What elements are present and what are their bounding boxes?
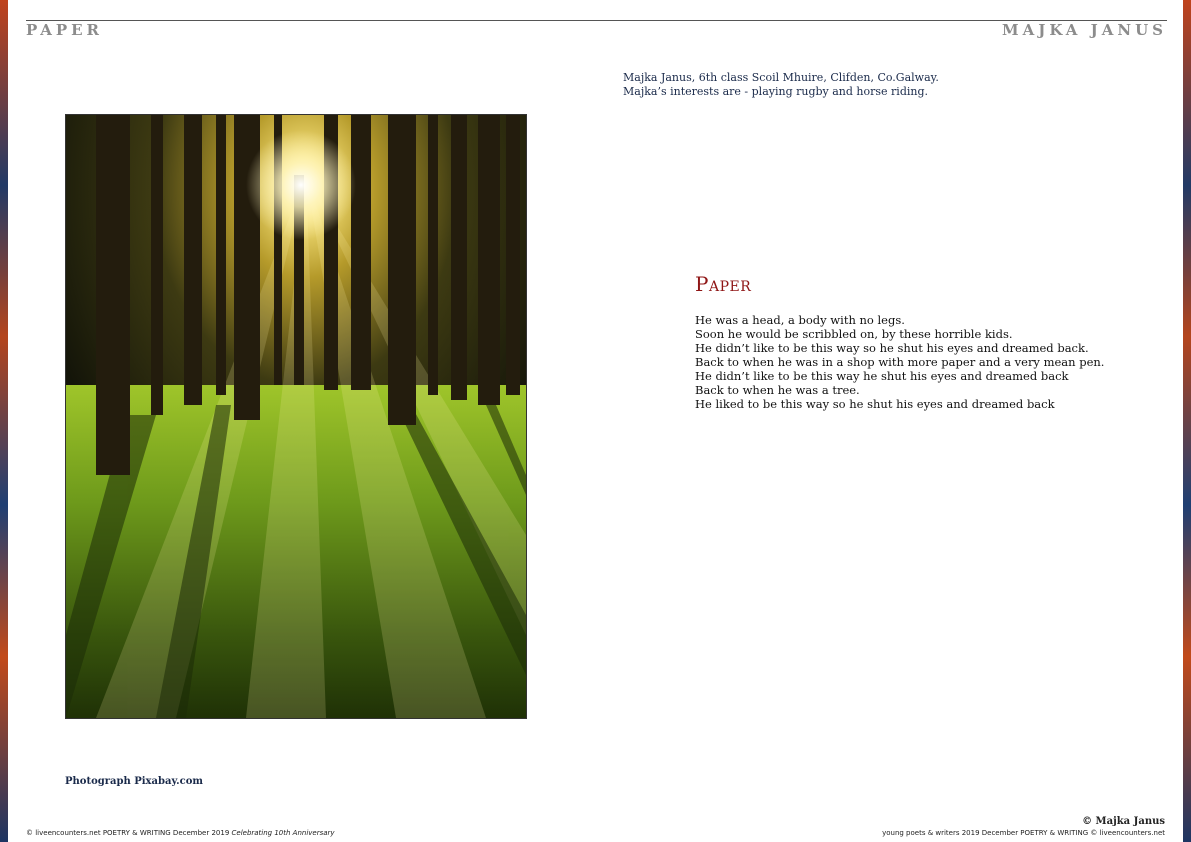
- decorative-right-edge: [1183, 0, 1191, 842]
- header-author-name: MAJKA JANUS: [1002, 21, 1167, 39]
- photo-credit: Photograph Pixabay.com: [65, 776, 203, 787]
- footer-anniversary: Celebrating 10th Anniversary: [231, 829, 335, 837]
- poem-line: He was a head, a body with no legs.: [695, 313, 905, 327]
- poem-title: Paper: [695, 272, 752, 296]
- poem-line: He didn’t like to be this way he shut his eyes and dreamed back: [695, 369, 1069, 383]
- decorative-left-edge: [0, 0, 8, 842]
- poem-line: Back to when he was in a shop with more paper and a very mean pen.: [695, 355, 1105, 369]
- bio-line: Majka’s interests are - playing rugby and horse riding.: [623, 85, 929, 98]
- author-bio: [623, 71, 939, 99]
- footer-right: young poets & writers 2019 December POETRY & WRITING © liveencounters.net: [882, 829, 1165, 837]
- header-section-title: PAPER: [26, 21, 104, 39]
- footer-left: [26, 829, 335, 837]
- poem-body: [695, 313, 1104, 411]
- footer-left-text: © liveencounters.net POETRY & WRITING December 2019: [26, 829, 232, 837]
- header-rule: [26, 20, 1167, 21]
- forest-sunlight-photo: [65, 114, 527, 719]
- poem-line: Back to when he was a tree.: [695, 383, 860, 397]
- author-copyright: © Majka Janus: [1082, 816, 1165, 827]
- poem-line: He didn’t like to be this way so he shut his eyes and dreamed back.: [695, 341, 1089, 355]
- poem-line: Soon he would be scribbled on, by these horrible kids.: [695, 327, 1013, 341]
- bio-line: Majka Janus, 6th class Scoil Mhuire, Clifden, Co.Galway.: [623, 71, 939, 84]
- poem-line: He liked to be this way so he shut his eyes and dreamed back: [695, 397, 1055, 411]
- magazine-page: [8, 0, 1183, 842]
